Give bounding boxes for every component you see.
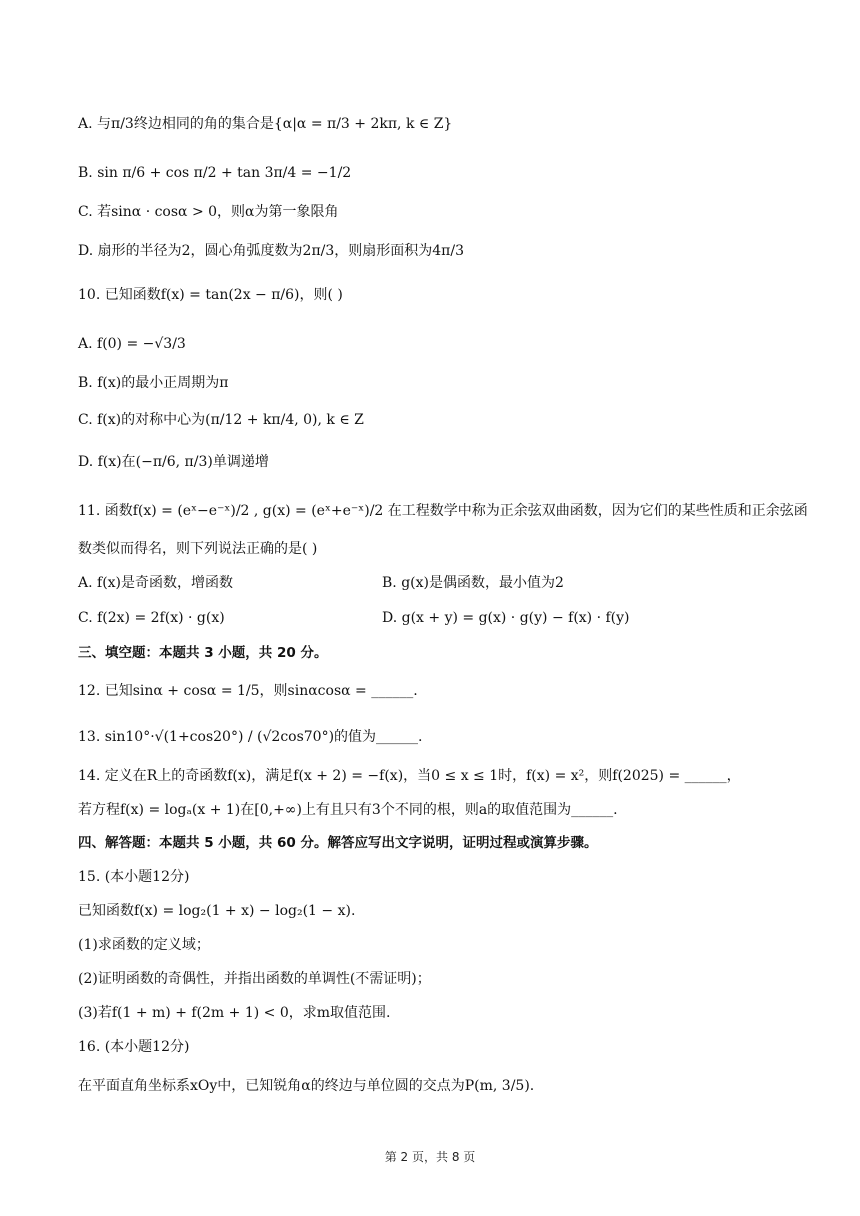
question-10: 10. 已知函数f(x) = tan(2x − π/6)，则( ) [78, 287, 343, 303]
question-15-header: 15. (本小题12分) [78, 869, 190, 885]
question-15-part3: (3)若f(1 + m) + f(2m + 1) < 0，求m取值范围. [78, 1005, 391, 1021]
option-10c: C. f(x)的对称中心为(π/12 + kπ/4, 0), k ∈ Z [78, 412, 364, 428]
option-11c: C. f(2x) = 2f(x) · g(x) [78, 610, 225, 626]
question-12: 12. 已知sinα + cosα = 1/5，则sinαcosα = ______. [78, 683, 418, 699]
option-10a: A. f(0) = −√3/3 [78, 336, 186, 352]
question-11-line2: 数类似而得名，则下列说法正确的是( ) [78, 541, 318, 557]
option-9a: A. 与π/3终边相同的角的集合是{α|α = π/3 + 2kπ, k ∈ Z} [78, 116, 453, 132]
question-15-part2: (2)证明函数的奇偶性，并指出函数的单调性(不需证明)； [78, 971, 431, 987]
option-9c: C. 若sinα · cosα > 0，则α为第一象限角 [78, 204, 339, 220]
option-11d: D. g(x + y) = g(x) · g(y) − f(x) · f(y) [382, 610, 630, 626]
option-9d: D. 扇形的半径为2，圆心角弧度数为2π/3，则扇形面积为4π/3 [78, 243, 464, 259]
question-16-stem: 在平面直角坐标系xOy中，已知锐角α的终边与单位圆的交点为P(m, 3/5). [78, 1078, 535, 1094]
option-11b: B. g(x)是偶函数，最小值为2 [382, 575, 564, 591]
page-number-footer: 第 2 页，共 8 页 [384, 1150, 476, 1164]
option-10d: D. f(x)在(−π/6, π/3)单调递增 [78, 454, 269, 470]
question-16-header: 16. (本小题12分) [78, 1039, 190, 1055]
question-15-part1: (1)求函数的定义域； [78, 937, 210, 953]
option-10b: B. f(x)的最小正周期为π [78, 375, 229, 391]
question-13: 13. sin10°·√(1+cos20°) / (√2cos70°)的值为______. [78, 729, 423, 745]
question-14-line1: 14. 定义在R上的奇函数f(x)，满足f(x + 2) = −f(x)，当0 ≤ x ≤ 1时，f(x) = x²，则f(2025) = ______， [78, 768, 741, 784]
question-14-line2: 若方程f(x) = logₐ(x + 1)在[0,+∞)上有且只有3个不同的根，则a的取值范围为______. [78, 802, 618, 818]
option-11a: A. f(x)是奇函数，增函数 [78, 575, 234, 591]
question-11-line1: 11. 函数f(x) = (eˣ−e⁻ˣ)/2 , g(x) = (eˣ+e⁻ˣ)/2 在工程数学中称为正余弦双曲函数，因为它们的某些性质和正余弦函 [78, 503, 808, 519]
section-fill-in-title: 三、填空题：本题共 3 小题，共 20 分。 [78, 645, 328, 661]
question-15-stem: 已知函数f(x) = log₂(1 + x) − log₂(1 − x). [78, 903, 356, 919]
section-answer-title: 四、解答题：本题共 5 小题，共 60 分。解答应写出文字说明，证明过程或演算步骤。 [78, 835, 598, 851]
option-9b: B. sin π/6 + cos π/2 + tan 3π/4 = −1/2 [78, 165, 352, 181]
